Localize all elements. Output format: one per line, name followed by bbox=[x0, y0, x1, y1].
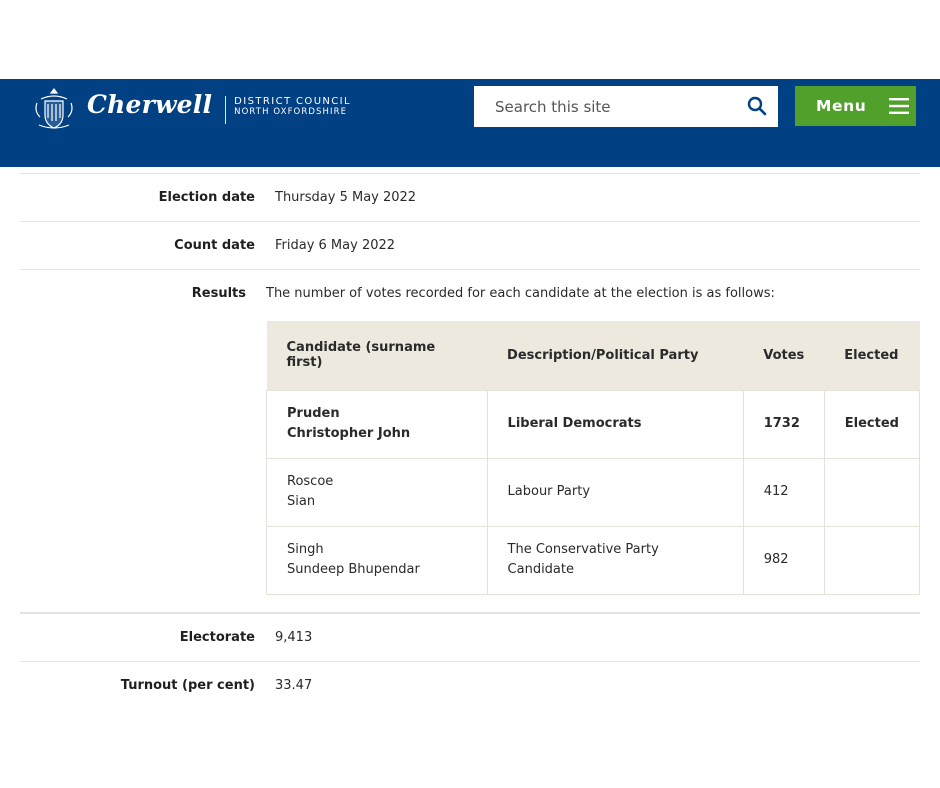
table-row bbox=[267, 390, 920, 458]
council-crest-icon bbox=[33, 87, 75, 131]
results-label: Results bbox=[191, 286, 246, 301]
electorate-label: Electorate bbox=[179, 630, 255, 645]
council-line-2: NORTH OXFORDSHIRE bbox=[234, 107, 348, 117]
count-date-row bbox=[20, 221, 920, 269]
election-date-value: Thursday 5 May 2022 bbox=[275, 190, 417, 205]
candidate-cell bbox=[267, 390, 488, 458]
turnout-row bbox=[20, 661, 920, 709]
results-table bbox=[266, 321, 920, 595]
count-date-label: Count date bbox=[174, 238, 255, 253]
cherwell-logo[interactable] bbox=[33, 87, 351, 131]
votes-cell: 982 bbox=[743, 526, 824, 594]
results-row bbox=[20, 269, 920, 613]
hamburger-icon bbox=[889, 98, 909, 114]
candidate-forenames: Sundeep Bhupendar bbox=[287, 562, 420, 577]
electorate-row bbox=[20, 613, 920, 661]
menu-label: Menu bbox=[816, 97, 867, 115]
candidate-cell bbox=[267, 526, 488, 594]
header-votes: Votes bbox=[743, 321, 824, 390]
table-header-row bbox=[267, 321, 920, 390]
candidate-surname: Pruden bbox=[287, 406, 340, 421]
council-name bbox=[234, 96, 351, 117]
header-candidate: Candidate (surname first) bbox=[267, 321, 488, 390]
candidate-forenames: Christopher John bbox=[287, 426, 411, 441]
table-row bbox=[267, 458, 920, 526]
candidate-cell bbox=[267, 458, 488, 526]
candidate-surname: Singh bbox=[287, 542, 324, 557]
table-row bbox=[267, 526, 920, 594]
turnout-label: Turnout (per cent) bbox=[120, 678, 255, 693]
election-date-label: Election date bbox=[158, 190, 255, 205]
election-date-row bbox=[20, 173, 920, 221]
menu-button[interactable] bbox=[795, 86, 916, 126]
votes-cell: 1732 bbox=[743, 390, 824, 458]
election-results bbox=[20, 173, 920, 709]
results-intro: The number of votes recorded for each candidate at the election is as follows: bbox=[266, 286, 775, 301]
header-elected: Elected bbox=[824, 321, 919, 390]
elected-cell: Elected bbox=[824, 390, 919, 458]
header-party: Description/Political Party bbox=[487, 321, 743, 390]
search-icon[interactable] bbox=[747, 96, 767, 116]
elected-cell bbox=[824, 458, 919, 526]
elected-cell bbox=[824, 526, 919, 594]
candidate-surname: Roscoe bbox=[287, 474, 334, 489]
party-cell: Liberal Democrats bbox=[487, 390, 743, 458]
results-value bbox=[246, 270, 920, 612]
council-line-1: DISTRICT COUNCIL bbox=[234, 96, 352, 107]
search-input[interactable] bbox=[474, 86, 778, 127]
brand-wordmark: Cherwell bbox=[87, 90, 213, 119]
electorate-value: 9,413 bbox=[275, 630, 313, 645]
turnout-value: 33.47 bbox=[275, 678, 313, 693]
logo-divider bbox=[225, 96, 226, 124]
candidate-forenames: Sian bbox=[287, 494, 316, 509]
party-cell: Labour Party bbox=[487, 458, 743, 526]
count-date-value: Friday 6 May 2022 bbox=[275, 238, 396, 253]
site-header bbox=[0, 79, 940, 167]
votes-cell: 412 bbox=[743, 458, 824, 526]
party-cell: The Conservative Party Candidate bbox=[487, 526, 743, 594]
search-box bbox=[474, 86, 778, 127]
